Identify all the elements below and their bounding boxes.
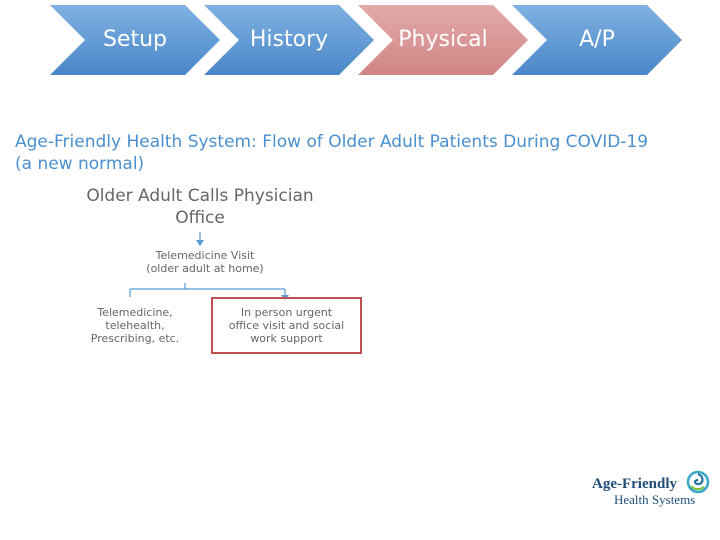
node-text: work support: [250, 332, 323, 345]
node-in-person-visit: [213, 306, 360, 345]
node-text: In person urgent: [240, 306, 333, 319]
node-text: office visit and social: [228, 319, 345, 332]
node-text: Office: [175, 208, 225, 228]
node-text: telehealth,: [105, 319, 165, 332]
node-text: Older Adult Calls Physician: [86, 186, 314, 206]
step-label: Setup: [102, 27, 168, 52]
logo-line1: Age-Friendly: [592, 476, 677, 492]
arrowhead-icon: [196, 240, 204, 246]
swirl-icon: [686, 470, 710, 494]
step-label: Physical: [398, 27, 488, 52]
diagram-title-line1: Age-Friendly Health System: Flow of Older Adult Patients During COVID-19: [15, 132, 649, 152]
diagram-title-line2: (a new normal): [15, 154, 145, 174]
node-text: Prescribing, etc.: [90, 332, 180, 345]
step-label: A/P: [579, 27, 615, 52]
node-text: Telemedicine Visit: [155, 249, 255, 262]
node-telemedicine-visit: [130, 249, 280, 275]
step-label: History: [249, 27, 329, 52]
node-text: Telemedicine,: [97, 306, 173, 319]
node-telemedicine-options: [80, 306, 190, 345]
node-older-adult-calls: [75, 185, 325, 229]
logo-line2: Health Systems: [614, 492, 696, 507]
age-friendly-logo: [590, 470, 715, 510]
node-text: (older adult at home): [146, 262, 264, 275]
